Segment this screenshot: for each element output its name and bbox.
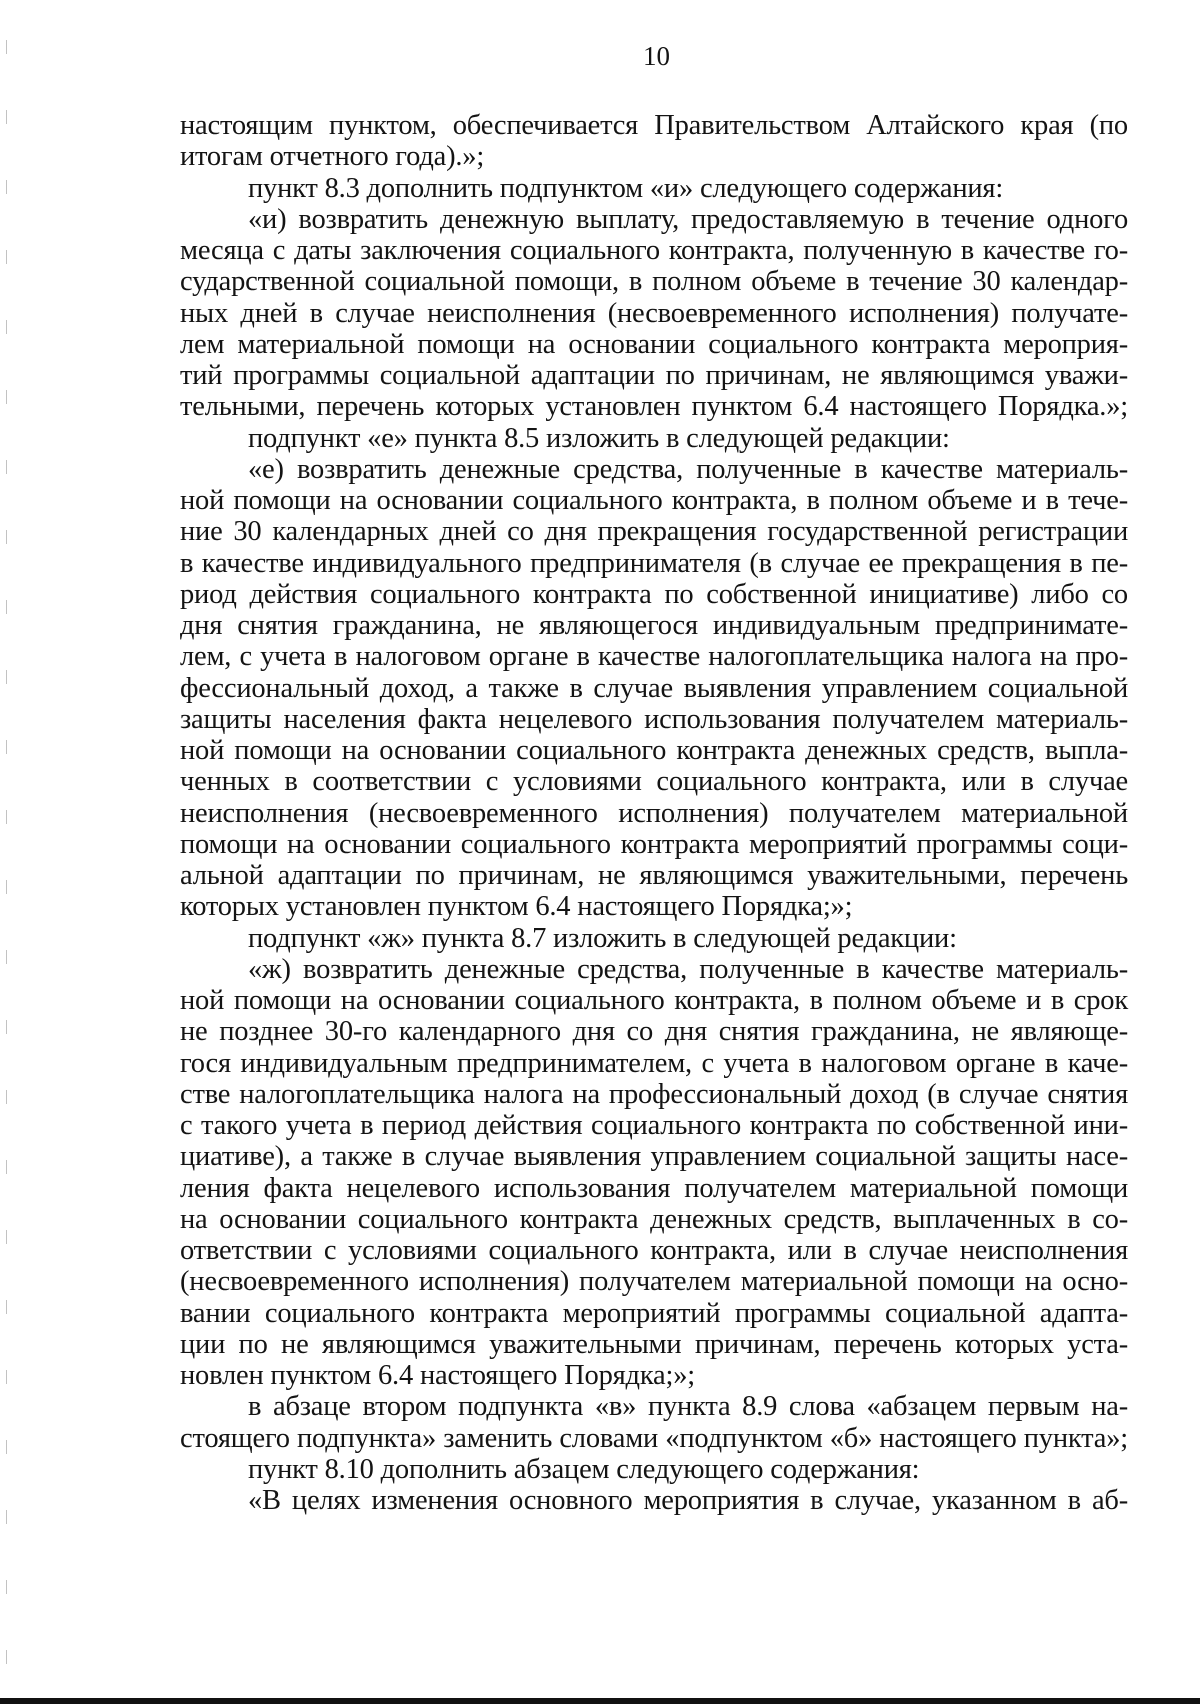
- text-line: дня снятия гражданина, не являющегося индивидуальным предпринимате-: [180, 610, 1128, 641]
- paragraph-first-line: пункт 8.3 дополнить подпунктом «и» следующего содержания:: [248, 172, 1004, 204]
- text-line: фессиональный доход, а также в случае выявления управлением социальной: [180, 672, 1128, 704]
- paragraph-first-line: пункт 8.10 дополнить абзацем следующего содержания:: [248, 1453, 920, 1485]
- text-line: лем материальной помощи на основании социального контракта мероприя-: [180, 328, 1128, 360]
- text-line: ной помощи на основании социального контракта, в полном объеме и в тече-: [180, 485, 1128, 516]
- text-line: стоящего подпункта» заменить словами «подпунктом «б» настоящего пункта»;: [180, 1422, 1128, 1454]
- text-line: которых установлен пунктом 6.4 настоящего Порядка;»;: [180, 891, 853, 923]
- text-line: циативе), а также в случае выявления управлением социальной защиты насе-: [180, 1141, 1128, 1173]
- text-line: итогам отчетного года).»;: [180, 141, 485, 173]
- text-line: новлен пунктом 6.4 настоящего Порядка;»;: [180, 1360, 695, 1391]
- text-line: ных дней в случае неисполнения (несвоевременного исполнения) получате-: [180, 297, 1128, 329]
- paragraph-first-line: подпункт «ж» пункта 8.7 изложить в следующей редакции:: [248, 922, 957, 954]
- text-line: ние 30 календарных дней со дня прекращения государственной регистрации: [180, 516, 1128, 548]
- text-line: в качестве индивидуального предпринимателя (в случае ее прекращения в пе-: [180, 547, 1128, 579]
- text-line: сударственной социальной помощи, в полном объеме в течение 30 календар-: [180, 266, 1128, 298]
- scan-bottom-border: [0, 1698, 1200, 1704]
- scan-edge-marks: [6, 40, 7, 1700]
- paragraph-first-line: «В целях изменения основного мероприятия в случае, указанном в аб-: [248, 1485, 1128, 1516]
- document-body: [180, 110, 1128, 1516]
- text-line: неисполнения (несвоевременного исполнения) получателем материальной: [180, 797, 1128, 829]
- text-line: помощи на основании социального контракта мероприятий программы соци-: [180, 828, 1128, 860]
- text-line: защиты населения факта нецелевого использования получателем материаль-: [180, 703, 1128, 735]
- text-line: альной адаптации по причинам, не являющимся уважительными, перечень: [180, 860, 1128, 891]
- text-line: ции по не являющимся уважительными причинам, перечень которых уста-: [180, 1328, 1128, 1360]
- text-line: вании социального контракта мероприятий программы социальной адапта-: [180, 1297, 1128, 1329]
- text-line: месяца с даты заключения социального контракта, полученную в качестве го-: [180, 235, 1128, 266]
- page-number: 10: [643, 41, 670, 71]
- text-line: ления факта нецелевого использования получателем материальной помощи: [180, 1172, 1128, 1204]
- text-line: тий программы социальной адаптации по причинам, не являющимся уважи-: [180, 360, 1128, 391]
- paragraph-first-line: в абзаце втором подпункта «в» пункта 8.9 слова «абзацем первым на-: [248, 1391, 1128, 1423]
- text-line: (несвоевременного исполнения) получателем материальной помощи на осно-: [180, 1266, 1128, 1298]
- text-line: ной помощи на основании социального контракта, в полном объеме и в срок: [180, 985, 1128, 1016]
- text-line: тельными, перечень которых установлен пунктом 6.4 настоящего Порядка.»;: [180, 391, 1128, 423]
- paragraph-first-line: подпункт «е» пункта 8.5 изложить в следующей редакции:: [248, 422, 950, 454]
- text-line: на основании социального контракта денежных средств, выплаченных в со-: [180, 1203, 1128, 1235]
- text-line: риод действия социального контракта по собственной инициативе) либо со: [180, 578, 1128, 610]
- paragraph-first-line: «е) возвратить денежные средства, полученные в качестве материаль-: [248, 453, 1128, 485]
- text-line: стве налогоплательщика налога на профессиональный доход (в случае снятия: [180, 1078, 1128, 1110]
- text-line: настоящим пунктом, обеспечивается Правительством Алтайского края (по: [180, 110, 1128, 141]
- text-line: ной помощи на основании социального контракта денежных средств, выпла-: [180, 735, 1128, 766]
- paragraph-first-line: «ж) возвратить денежные средства, полученные в качестве материаль-: [248, 953, 1128, 985]
- text-line: лем, с учета в налоговом органе в качестве налогоплательщика налога на про-: [180, 641, 1128, 673]
- text-line: ченных в соответствии с условиями социального контракта, или в случае: [180, 766, 1128, 798]
- paragraph-first-line: «и) возвратить денежную выплату, предоставляемую в течение одного: [248, 203, 1128, 235]
- text-line: ответствии с условиями социального контракта, или в случае неисполнения: [180, 1235, 1128, 1266]
- text-line: с такого учета в период действия социального контракта по собственной ини-: [180, 1110, 1128, 1141]
- text-line: не позднее 30-го календарного дня со дня снятия гражданина, не являюще-: [180, 1016, 1128, 1048]
- text-line: гося индивидуальным предпринимателем, с учета в налоговом органе в каче-: [180, 1047, 1128, 1079]
